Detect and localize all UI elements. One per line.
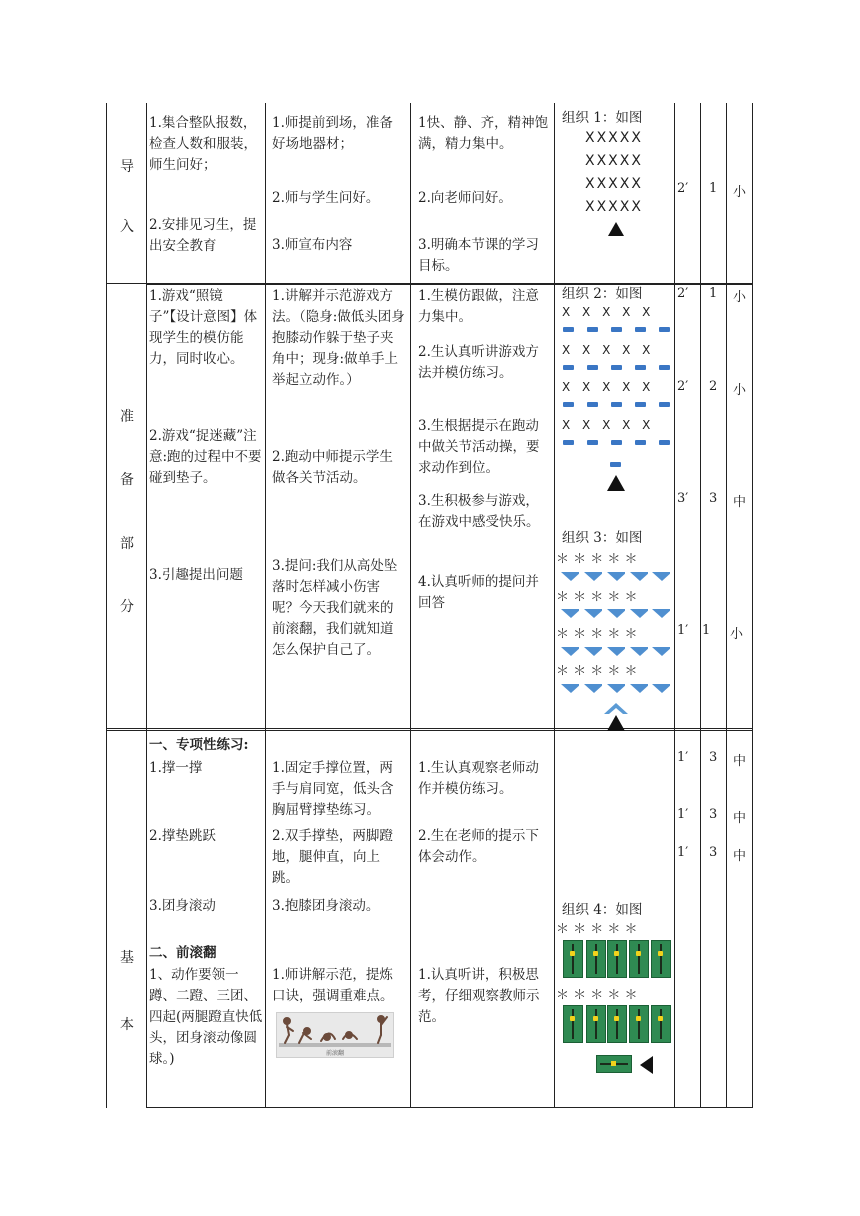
basic-time-3: 1′ (677, 845, 689, 860)
prep-student-3: 3.生根据提示在跑动中做关节活动操，要求动作到位。 (418, 418, 540, 476)
prep-times-2: 2 (709, 379, 718, 394)
teacher-marker-icon (607, 715, 625, 731)
intro-student-3: 3.明确本节课的学习目标。 (418, 237, 539, 274)
teacher-marker-icon (607, 475, 625, 491)
org1-row: XXXXX (585, 199, 643, 215)
basic-content-3: 3.团身滚动 (149, 898, 216, 914)
prep-student-5: 4.认真听师的提问并回答 (418, 574, 539, 611)
mat-icon (587, 327, 598, 332)
section-label-prep-4: 分 (120, 599, 134, 615)
intro-intensity: 小 (733, 185, 747, 200)
basic-intensity-3: 中 (733, 849, 747, 864)
org3-row: ＊ ＊ ＊ ＊ ＊ (556, 627, 638, 642)
chevron-down-icon (584, 572, 602, 581)
basic-times-3: 3 (709, 845, 718, 860)
mat-vertical-icon (607, 940, 627, 978)
prep-content-2: 2.游戏“捉迷藏”注意:跑的过程中不要碰到垫子。 (149, 428, 262, 486)
chevron-down-icon (607, 609, 625, 618)
mat-icon (659, 440, 670, 445)
org2-title: 组织 2：如图 (562, 286, 643, 302)
col-divider (674, 103, 675, 1108)
chevron-down-icon (584, 647, 602, 656)
basic-content-2: 2.撑垫跳跃 (149, 828, 216, 844)
chevron-down-icon (561, 609, 579, 618)
basic-student-3: 1.认真听讲，积极思考，仔细观察教师示范。 (418, 967, 540, 1025)
mat-icon (611, 365, 622, 370)
prep-teacher-1: 1.讲解并示范游戏方法。（隐身:做低头团身抱膝动作躲于垫子夹角中；现身:做单手上举起立动作。） (272, 288, 405, 388)
prep-time-3: 3′ (677, 491, 689, 506)
chevron-down-icon (630, 647, 648, 656)
intro-student-2: 2.向老师问好。 (418, 190, 512, 206)
mat-vertical-icon (651, 1005, 671, 1043)
org1-row: XXXXX (585, 130, 643, 146)
prep-intensity-1: 小 (733, 290, 747, 305)
teacher-marker-left-icon (640, 1056, 653, 1074)
prep-time-2: 2′ (677, 379, 689, 394)
mat-icon (659, 402, 670, 407)
mat-vertical-icon (563, 940, 583, 978)
basic-heading-1: 一、专项性练习: (149, 737, 249, 753)
forward-roll-illustration (277, 1013, 393, 1057)
mat-icon (610, 462, 621, 467)
chevron-down-icon (607, 572, 625, 581)
chevron-down-icon (630, 609, 648, 618)
basic-heading-2: 二、前滚翻 (149, 945, 217, 961)
mat-icon (611, 327, 622, 332)
prep-teacher-2: 2.跑动中师提示学生做各关节活动。 (272, 449, 393, 486)
intro-times: 1 (709, 181, 718, 196)
intro-teacher-3: 3.师宣布内容 (272, 237, 353, 253)
forward-roll-figure (276, 1012, 394, 1058)
basic-times-1: 3 (709, 750, 718, 765)
col-divider (700, 103, 701, 1108)
mat-icon (611, 440, 622, 445)
prep-time-1: 2′ (677, 286, 689, 301)
org1-row: XXXXX (585, 153, 643, 169)
intro-teacher-1: 1.师提前到场，准备好场地器材； (272, 115, 393, 152)
org3-row: ＊ ＊ ＊ ＊ ＊ (556, 664, 638, 679)
mat-icon (611, 402, 622, 407)
org4-row: ＊ ＊ ＊ ＊ ＊ (556, 922, 638, 937)
org4-row: ＊ ＊ ＊ ＊ ＊ (556, 988, 638, 1003)
basic-teacher-4: 1.师讲解示范，提炼口诀，强调重难点。 (272, 967, 394, 1004)
prep-content-1: 1.游戏“照镜子”【设计意图】体现学生的模仿能力，同时收心。 (149, 288, 258, 367)
chevron-down-icon (561, 572, 579, 581)
section-label-basic-2: 本 (120, 1017, 134, 1033)
prep-intensity-2: 小 (733, 383, 747, 398)
prep-times-1: 1 (709, 286, 718, 301)
mat-icon (635, 440, 646, 445)
mat-vertical-icon (629, 940, 649, 978)
chevron-down-icon (607, 684, 625, 693)
basic-student-2: 2.生在老师的提示下体会动作。 (418, 828, 539, 865)
chevron-up-icon (603, 700, 629, 716)
mat-icon (659, 365, 670, 370)
chevron-down-icon (652, 572, 670, 581)
org2-row: X X X X X (562, 343, 652, 357)
col-divider (265, 103, 266, 1108)
chevron-down-icon (607, 647, 625, 656)
prep-teacher-3: 3.提问:我们从高处坠落时怎样减小伤害呢？今天我们就来的前滚翻，我们就知道怎么保护自己了。 (272, 558, 398, 658)
org2-row: X X X X X (562, 305, 652, 319)
mat-vertical-icon (607, 1005, 627, 1043)
mat-icon (563, 440, 574, 445)
basic-intensity-2: 中 (733, 811, 747, 826)
prep-intensity-4: 小 (730, 627, 744, 642)
chevron-down-icon (561, 647, 579, 656)
row-divider (146, 284, 752, 285)
mat-vertical-icon (629, 1005, 649, 1043)
col-divider (106, 103, 107, 1108)
basic-time-2: 1′ (677, 807, 689, 822)
prep-student-1: 1.生模仿跟做，注意力集中。 (418, 288, 539, 325)
mat-vertical-icon (563, 1005, 583, 1043)
col-divider (752, 103, 753, 1108)
mat-vertical-icon (586, 940, 606, 978)
mat-vertical-icon (586, 1005, 606, 1043)
mat-icon (563, 365, 574, 370)
org1-row: XXXXX (585, 176, 643, 192)
org3-row: ＊ ＊ ＊ ＊ ＊ (556, 552, 638, 567)
basic-teacher-2: 2.双手撑垫，两脚蹬地，腿伸直，向上跳。 (272, 828, 393, 886)
org3-row: ＊ ＊ ＊ ＊ ＊ (556, 590, 638, 605)
mat-icon (563, 402, 574, 407)
mat-icon (635, 365, 646, 370)
org2-row: X X X X X (562, 380, 652, 394)
chevron-down-icon (652, 684, 670, 693)
intro-teacher-2: 2.师与学生问好。 (272, 190, 380, 206)
section-label-intro-2: 入 (120, 219, 134, 235)
prep-content-3: 3.引趣提出问题 (149, 567, 243, 583)
basic-intensity-1: 中 (733, 754, 747, 769)
chevron-down-icon (652, 609, 670, 618)
col-divider (554, 103, 555, 1108)
mat-icon (587, 440, 598, 445)
chevron-down-icon (630, 684, 648, 693)
prep-student-4: 3.生积极参与游戏，在游戏中感受快乐。 (418, 493, 540, 530)
basic-content-1: 1.撑一撑 (149, 760, 203, 776)
basic-time-1: 1′ (677, 750, 689, 765)
row-divider (106, 283, 146, 284)
section-label-basic-1: 基 (120, 950, 134, 966)
col-divider (726, 103, 727, 1108)
basic-student-1: 1.生认真观察老师动作并模仿练习。 (418, 760, 539, 797)
basic-times-2: 3 (709, 807, 718, 822)
prep-student-2: 2.生认真听讲游戏方法并模仿练习。 (418, 344, 539, 381)
intro-student-1: 1快、静、齐，精神饱满，精力集中。 (418, 115, 549, 152)
org4-title: 组织 4：如图 (562, 902, 643, 918)
org1-title: 组织 1：如图 (562, 110, 643, 126)
section-label-prep-1: 准 (120, 409, 134, 425)
intro-content-1: 1.集合整队报数，检查人数和服装，师生问好； (149, 115, 257, 173)
chevron-down-icon (584, 684, 602, 693)
basic-content-4: 1、动作要领一蹲、二蹬、三团、四起(两腿蹬直快低头，团身滚动像圆球。) (149, 967, 263, 1067)
mat-icon (587, 365, 598, 370)
chevron-down-icon (561, 684, 579, 693)
prep-times-3: 3 (709, 491, 718, 506)
prep-times-4: 1 (702, 623, 711, 638)
mat-icon (587, 402, 598, 407)
figure-caption: 前滚翻 (325, 1050, 345, 1057)
prep-time-4: 1′ (677, 623, 689, 638)
teacher-marker-icon (608, 222, 624, 236)
org2-row: X X X X X (562, 418, 652, 432)
section-label-intro-1: 导 (120, 159, 134, 175)
chevron-down-icon (584, 609, 602, 618)
prep-intensity-3: 中 (733, 495, 747, 510)
chevron-down-icon (652, 647, 670, 656)
org3-title: 组织 3：如图 (562, 530, 643, 546)
basic-teacher-3: 3.抱膝团身滚动。 (272, 898, 380, 914)
intro-content-2: 2.安排见习生，提出安全教育 (149, 217, 257, 254)
row-divider (106, 730, 753, 731)
row-divider (106, 728, 753, 729)
section-label-prep-3: 部 (120, 536, 134, 552)
section-label-prep-2: 备 (120, 472, 134, 488)
col-divider (410, 103, 411, 1108)
chevron-down-icon (630, 572, 648, 581)
mat-icon (563, 327, 574, 332)
mat-horizontal-icon (596, 1055, 632, 1073)
mat-icon (635, 402, 646, 407)
col-divider (146, 103, 147, 1108)
row-divider (146, 1107, 753, 1108)
mat-icon (635, 327, 646, 332)
mat-vertical-icon (651, 940, 671, 978)
mat-icon (659, 327, 670, 332)
basic-teacher-1: 1.固定手撑位置，两手与肩同宽，低头含胸屈臂撑垫练习。 (272, 760, 394, 818)
intro-time: 2′ (677, 181, 689, 196)
